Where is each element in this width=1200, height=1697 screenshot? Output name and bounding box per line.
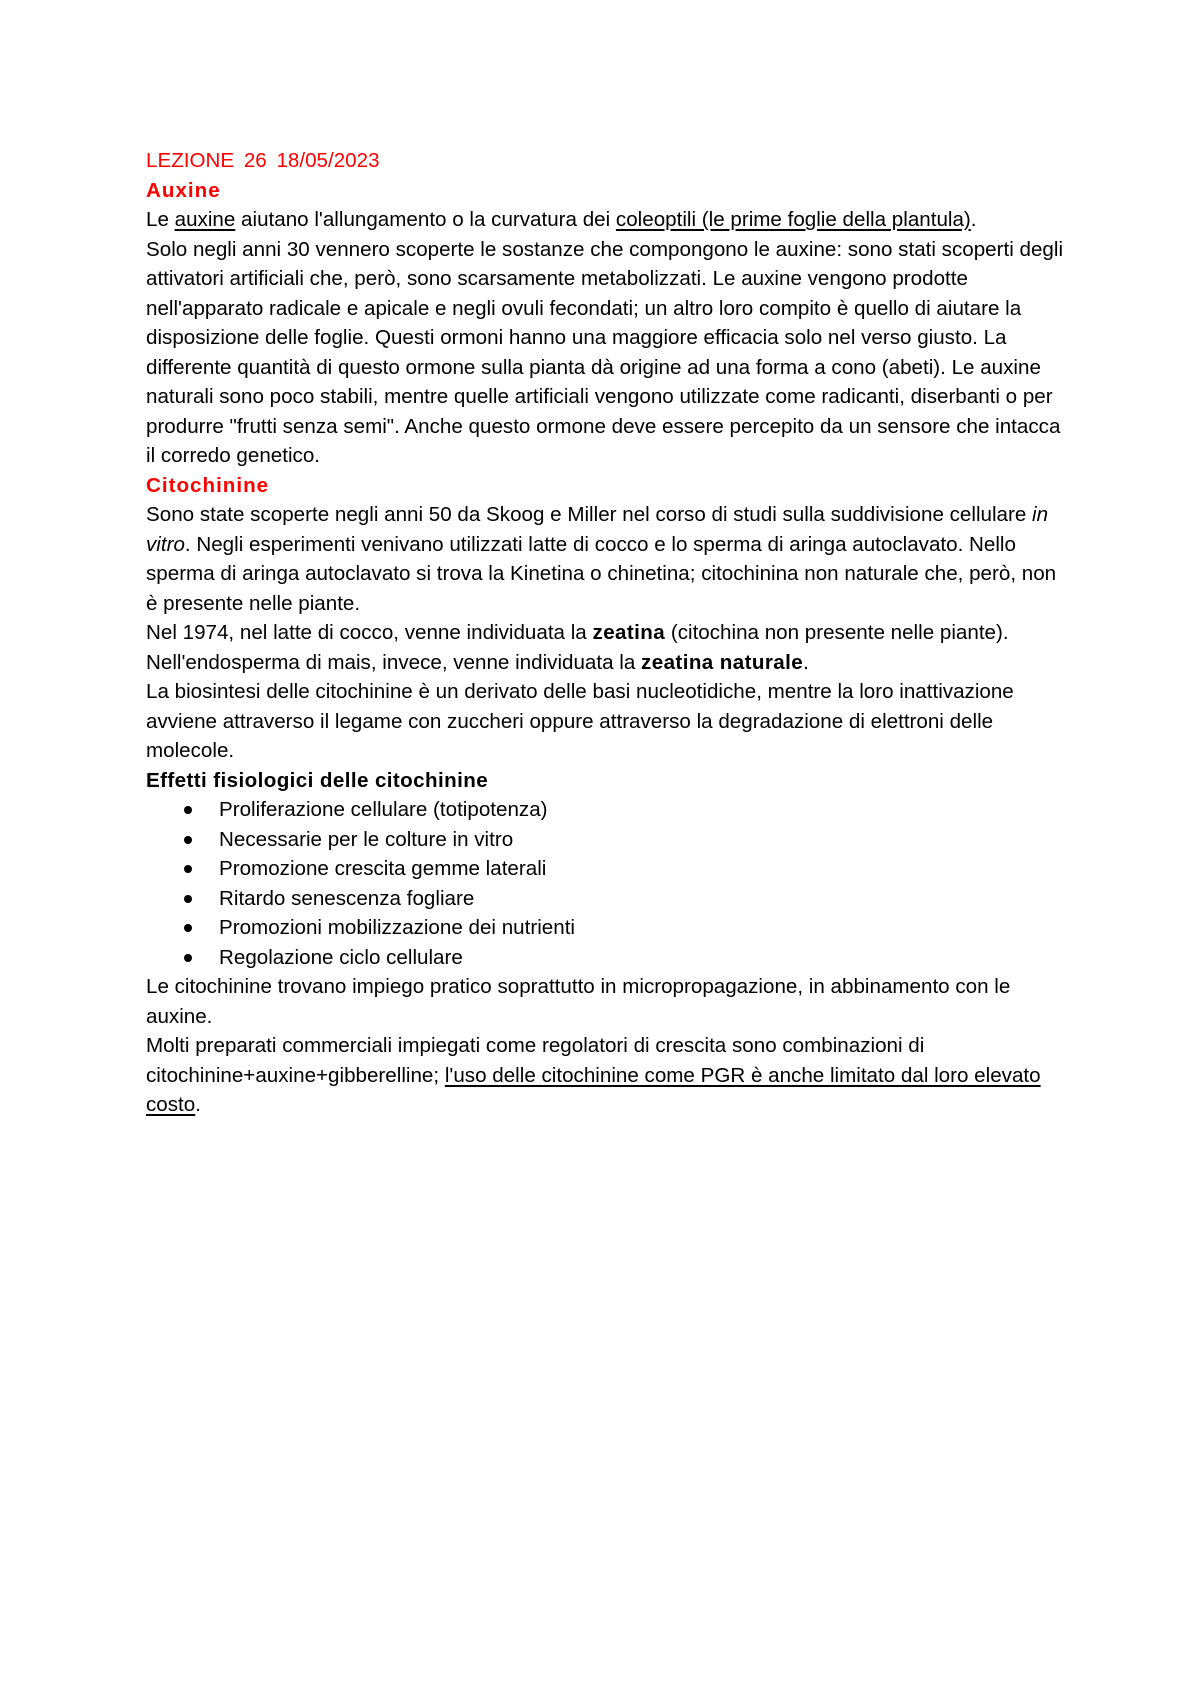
list-item <box>219 913 1066 943</box>
section-title-auxine: Auxine <box>146 178 221 202</box>
text-run: . Negli esperimenti venivano utilizzati latte di cocco e lo sperma di aringa autoclavato. Nello sperma di aringa autoclavato si trova la Kinetina o chinetina; citochinina non naturale che, però, non è presente nelle piante. <box>146 532 1057 615</box>
underlined-phrase-costo: l'uso delle citochinine come PGR è anche limitato dal loro elevato costo <box>146 1063 1041 1116</box>
bold-term-zeatina: zeatina <box>592 621 666 644</box>
citochinine-paragraph-3: La biosintesi delle citochinine è un derivato delle basi nucleotidiche, mentre la loro inattivazione avviene attraverso il legame con zuccheri oppure attraverso la degradazione di elettroni delle molecole. <box>146 680 1014 762</box>
document-page <box>146 146 1066 1120</box>
list-item-text: Regolazione ciclo cellulare <box>219 945 463 969</box>
list-item <box>219 854 1066 884</box>
text-run: aiutano l'allungamento o la curvatura dei <box>235 208 616 231</box>
list-item-text: Promozione crescita gemme laterali <box>219 857 547 880</box>
bullet-icon <box>184 954 192 962</box>
underlined-term-coleoptili: coleoptili (le prime foglie della plantula) <box>615 208 971 231</box>
bullet-icon <box>184 865 192 873</box>
text-run: Nel 1974, nel latte di cocco, venne individuata la <box>146 621 593 644</box>
citochinine-paragraph-2 <box>146 618 1066 677</box>
bold-term-zeatina-naturale: zeatina naturale <box>641 650 804 674</box>
effects-bullet-list <box>146 795 1066 972</box>
list-item <box>219 825 1066 855</box>
list-item-text: Promozioni mobilizzazione dei nutrienti <box>219 916 575 939</box>
auxine-paragraph-1 <box>146 205 1066 235</box>
lesson-title: LEZIONE 26 18/05/2023 <box>146 149 380 172</box>
conclusion-paragraph-2 <box>146 1031 1066 1120</box>
auxine-paragraph-2: Solo negli anni 30 vennero scoperte le sostanze che compongono le auxine: sono stati scoperti degli attivatori artificiali che, però, sono scarsamente metabolizzati. Le auxine vengono prodotte nell'apparato radicale e apicale e negli ovuli fecondati; un altro loro compito è quello di aiutare la disposizione delle foglie. Questi ormoni hanno una maggiore efficacia solo nel verso giusto. La differente quantità di questo ormone sulla pianta dà origine ad una forma a cono (abeti). Le auxine naturali sono poco stabili, mentre quelle artificiali vengono utilizzate come radicanti, diserbanti o per produrre "frutti senza semi". Anche questo ormone deve essere percepito da un sensore che intacca il corredo genetico. <box>146 237 1064 467</box>
bullet-icon <box>184 836 192 844</box>
text-run: (citochina non presente nelle piante). Nell'endosperma di mais, invece, venne individuata la <box>146 621 1009 674</box>
italic-term-in-vitro: in vitro <box>146 503 1049 556</box>
text-run: Molti preparati commerciali impiegati come regolatori di crescita sono combinazioni di citochinine+auxine+gibberelline; <box>146 1034 925 1087</box>
list-item-text: Ritardo senescenza fogliare <box>219 886 475 910</box>
text-run: Sono state scoperte negli anni 50 da Skoog e Miller nel corso di studi sulla suddivisione cellulare <box>146 503 1033 526</box>
list-item <box>219 884 1066 914</box>
text-run: . <box>803 650 809 674</box>
bullet-icon <box>184 895 192 903</box>
text-run: . <box>195 1093 201 1116</box>
underlined-term-auxine: auxine <box>174 208 236 231</box>
bullet-icon <box>184 806 192 814</box>
citochinine-paragraph-1 <box>146 500 1066 618</box>
list-item <box>219 943 1066 973</box>
list-item-text: Necessarie per le colture in vitro <box>219 827 514 851</box>
subsection-title-effetti: Effetti fisiologici delle citochinine <box>146 768 489 792</box>
list-item-text: Proliferazione cellulare (totipotenza) <box>219 798 548 821</box>
text-run: Le <box>146 208 175 231</box>
list-item <box>219 795 1066 825</box>
text-run: . <box>970 208 977 231</box>
bullet-icon <box>184 924 192 932</box>
conclusion-paragraph-1: Le citochinine trovano impiego pratico soprattutto in micropropagazione, in abbinamento con le auxine. <box>146 975 1011 1028</box>
section-title-citochinine: Citochinine <box>146 473 270 497</box>
